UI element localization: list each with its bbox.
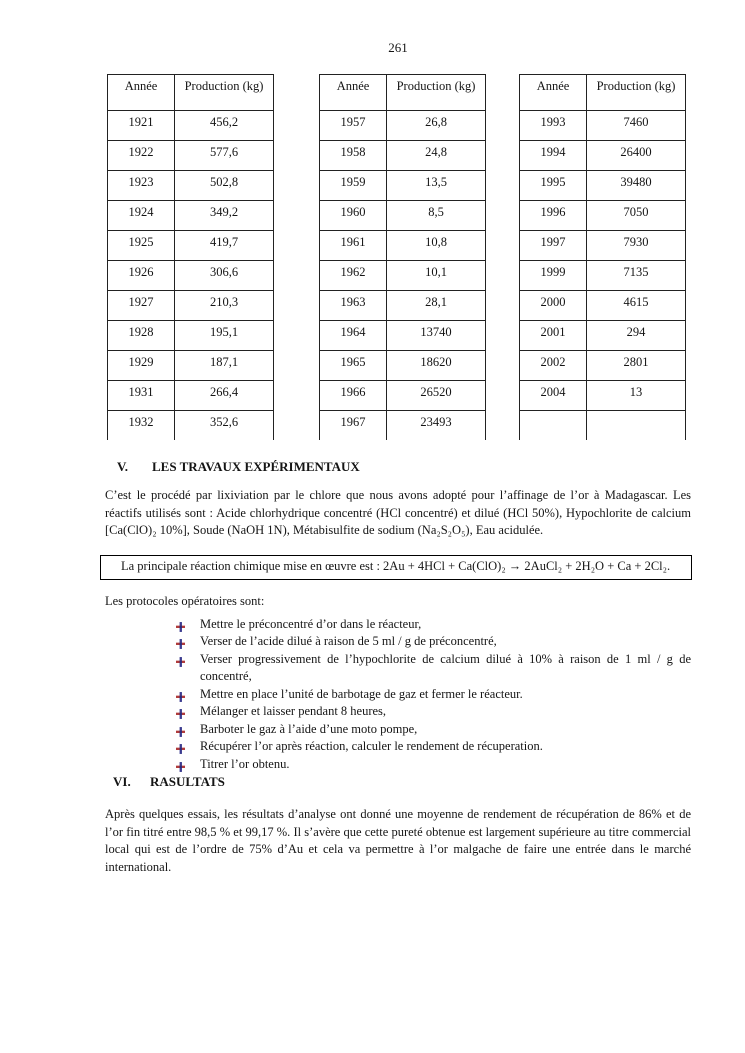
year-cell: 1959 (320, 171, 387, 201)
table-row (520, 381, 686, 411)
production-cell: 13 (587, 381, 686, 411)
production-table-1957-1967 (319, 74, 486, 440)
year-cell: 1961 (320, 231, 387, 261)
table-row (108, 411, 274, 441)
year-cell: 1996 (520, 201, 587, 231)
table-row (108, 381, 274, 411)
column-header-production: Production (kg) (587, 75, 686, 111)
year-cell: 1958 (320, 141, 387, 171)
year-cell: 1932 (108, 411, 175, 441)
table-row (108, 321, 274, 351)
column-header-production: Production (kg) (175, 75, 274, 111)
year-cell: 1957 (320, 111, 387, 141)
plus-bullet-icon (176, 655, 185, 665)
year-cell: 2002 (520, 351, 587, 381)
table-row (320, 201, 486, 231)
protocol-step-text: Titrer l’or obtenu. (200, 756, 290, 771)
protocol-steps-list (105, 616, 691, 774)
protocol-step (105, 686, 691, 704)
production-cell: 13,5 (387, 171, 486, 201)
page-content (105, 0, 691, 876)
production-cell: 24,8 (387, 141, 486, 171)
year-cell: 1926 (108, 261, 175, 291)
production-cell: 294 (587, 321, 686, 351)
production-cell: 306,6 (175, 261, 274, 291)
plus-bullet-icon (176, 742, 185, 752)
production-cell: 2801 (587, 351, 686, 381)
table-row (108, 351, 274, 381)
section-title: LES TRAVAUX EXPÉRIMENTAUX (152, 459, 360, 474)
year-cell: 1931 (108, 381, 175, 411)
year-cell: 1925 (108, 231, 175, 261)
production-cell: 502,8 (175, 171, 274, 201)
plus-bullet-icon (176, 760, 185, 770)
production-cell: 10,1 (387, 261, 486, 291)
table-row (320, 381, 486, 411)
production-cell: 187,1 (175, 351, 274, 381)
year-cell (520, 411, 587, 441)
page-number: 261 (388, 40, 408, 55)
table-row (320, 411, 486, 441)
section-number: V. (117, 459, 128, 474)
table-row (320, 111, 486, 141)
table-row (520, 171, 686, 201)
production-cell: 26520 (387, 381, 486, 411)
production-cell: 456,2 (175, 111, 274, 141)
production-cell: 419,7 (175, 231, 274, 261)
protocol-step-text: Verser de l’acide dilué à raison de 5 ml / g de préconcentré, (200, 634, 497, 648)
year-cell: 1928 (108, 321, 175, 351)
year-cell: 1999 (520, 261, 587, 291)
year-cell: 1962 (320, 261, 387, 291)
production-table-1921-1932 (107, 74, 274, 440)
plus-bullet-icon (176, 690, 185, 700)
year-cell: 1994 (520, 141, 587, 171)
table-row (320, 231, 486, 261)
paragraph-resultats: Après quelques essais, les résultats d’analyse ont donné une moyenne de rendement de récupération de 86% et de l’or fin titré entre 98,5 % et 99,17 %. Il s’avère que cette pureté obtenue est largement supérieure au titre commercial local qui est de l’ordre de 75% d’Au et cela va permettre à l’or malgache de faire une entrée dans le marché international. (105, 807, 691, 874)
production-cell: 7050 (587, 201, 686, 231)
production-cell: 18620 (387, 351, 486, 381)
column-header-production: Production (kg) (387, 75, 486, 111)
year-cell: 1960 (320, 201, 387, 231)
table-row (320, 261, 486, 291)
year-cell: 1927 (108, 291, 175, 321)
plus-bullet-icon (176, 620, 185, 630)
plus-bullet-icon (176, 637, 185, 647)
production-cell: 210,3 (175, 291, 274, 321)
protocol-step (105, 633, 691, 651)
year-cell: 1993 (520, 111, 587, 141)
production-cell: 26,8 (387, 111, 486, 141)
year-cell: 1997 (520, 231, 587, 261)
table-row (520, 411, 686, 441)
table-row (108, 111, 274, 141)
production-cell: 10,8 (387, 231, 486, 261)
table-row (320, 171, 486, 201)
table-header-row (320, 75, 486, 111)
reaction-equation-text: La principale réaction chimique mise en œuvre est : 2Au + 4HCl + Ca(ClO)₂ → 2AuCl₂ + 2H₂O + Ca + 2Cl₂. (121, 558, 671, 573)
production-cell: 352,6 (175, 411, 274, 441)
production-cell (587, 411, 686, 441)
plus-bullet-icon (176, 725, 185, 735)
column-header-annee: Année (320, 75, 387, 111)
protocol-step (105, 616, 691, 634)
section-number: VI. (113, 774, 131, 789)
production-tables (105, 74, 691, 440)
column-header-annee: Année (108, 75, 175, 111)
table-row (520, 261, 686, 291)
table-row (108, 261, 274, 291)
production-cell: 23493 (387, 411, 486, 441)
table-row (520, 141, 686, 171)
protocol-step-text: Verser progressivement de l’hypochlorite de calcium dilué à 10% à raison de 1 ml / g de concentré, (200, 651, 691, 683)
plus-bullet-icon (176, 707, 185, 717)
section-heading-rasultats (105, 774, 691, 790)
reaction-equation-box (100, 555, 692, 580)
table-row (108, 291, 274, 321)
protocol-step-text: Récupérer l’or après réaction, calculer le rendement de récuperation. (200, 739, 543, 753)
column-header-annee: Année (520, 75, 587, 111)
table-row (320, 321, 486, 351)
year-cell: 1995 (520, 171, 587, 201)
year-cell: 2001 (520, 321, 587, 351)
protocol-step-text: Mélanger et laisser pendant 8 heures, (200, 704, 387, 718)
table-row (520, 321, 686, 351)
year-cell: 2000 (520, 291, 587, 321)
table-row (108, 141, 274, 171)
table-row (520, 351, 686, 381)
production-cell: 195,1 (175, 321, 274, 351)
year-cell: 1963 (320, 291, 387, 321)
protocol-step-text: Mettre le préconcentré d’or dans le réacteur, (200, 616, 422, 631)
production-cell: 8,5 (387, 201, 486, 231)
year-cell: 1966 (320, 381, 387, 411)
year-cell: 1921 (108, 111, 175, 141)
protocol-step (105, 703, 691, 721)
table-header-row (520, 75, 686, 111)
year-cell: 1929 (108, 351, 175, 381)
protocol-step (105, 651, 691, 686)
year-cell: 1967 (320, 411, 387, 441)
production-cell: 39480 (587, 171, 686, 201)
production-cell: 4615 (587, 291, 686, 321)
table-row (520, 111, 686, 141)
protocol-step (105, 756, 691, 774)
production-cell: 7135 (587, 261, 686, 291)
protocol-step-text: Barboter le gaz à l’aide d’une moto pompe, (200, 721, 418, 736)
production-cell: 28,1 (387, 291, 486, 321)
table-row (320, 141, 486, 171)
production-table-1993-2004 (519, 74, 686, 440)
table-row (108, 231, 274, 261)
paragraph-procede: C’est le procédé par lixiviation par le chlore que nous avons adopté pour l’affinage de l’or à Madagascar. Les réactifs utilisés sont : Acide chlorhydrique concentré (HCl concentré) et dilué (HCl 50%), Hypochlorite de calcium [Ca(ClO)₂ 10%], Soude (NaOH 1N), Métabisulfite de sodium (Na₂S₂O₅), Eau acidulée. (105, 488, 691, 537)
table-row (520, 231, 686, 261)
table-row (108, 171, 274, 201)
protocol-step (105, 721, 691, 739)
year-cell: 1964 (320, 321, 387, 351)
year-cell: 1922 (108, 141, 175, 171)
year-cell: 2004 (520, 381, 587, 411)
production-cell: 26400 (587, 141, 686, 171)
production-cell: 7930 (587, 231, 686, 261)
section-title: RASULTATS (150, 774, 225, 789)
production-cell: 13740 (387, 321, 486, 351)
year-cell: 1965 (320, 351, 387, 381)
table-row (520, 291, 686, 321)
table-header-row (108, 75, 274, 111)
protocol-step-text: Mettre en place l’unité de barbotage de gaz et fermer le réacteur. (200, 686, 523, 701)
production-cell: 7460 (587, 111, 686, 141)
table-row (320, 351, 486, 381)
table-row (320, 291, 486, 321)
year-cell: 1923 (108, 171, 175, 201)
table-row (520, 201, 686, 231)
production-cell: 266,4 (175, 381, 274, 411)
protocols-intro: Les protocoles opératoires sont: (105, 593, 265, 608)
year-cell: 1924 (108, 201, 175, 231)
protocol-step (105, 738, 691, 756)
production-cell: 577,6 (175, 141, 274, 171)
section-heading-travaux-experimentaux (105, 459, 691, 475)
production-cell: 349,2 (175, 201, 274, 231)
table-row (108, 201, 274, 231)
